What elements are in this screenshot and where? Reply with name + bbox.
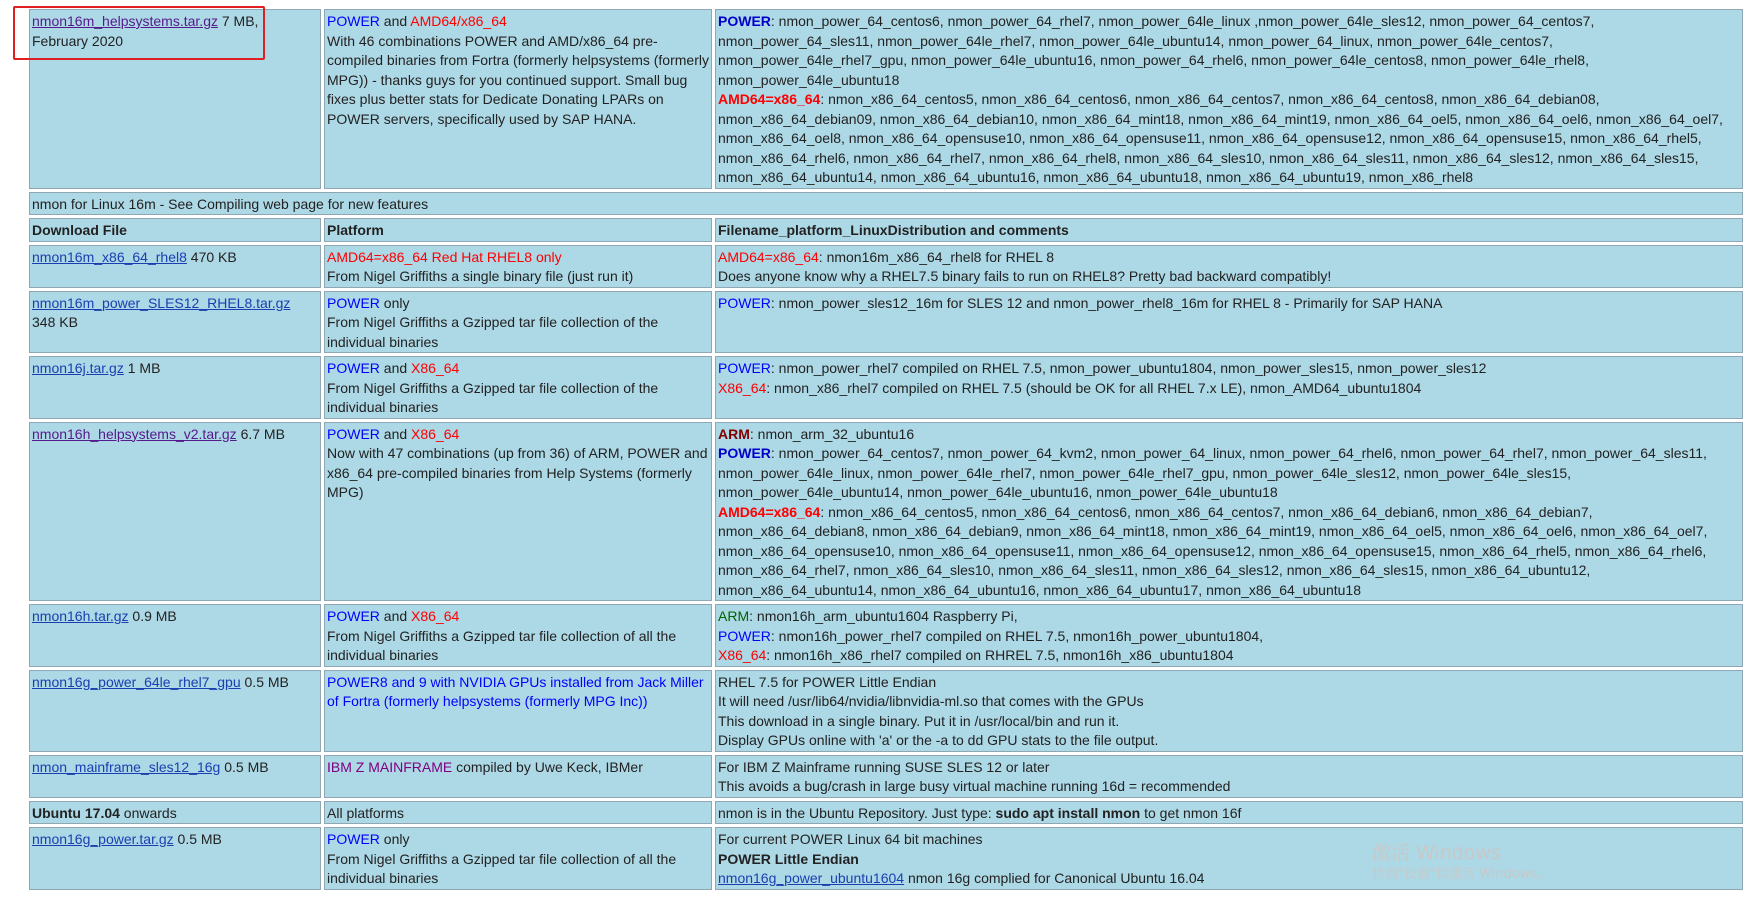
watermark-title: 激活 Windows (1372, 842, 1501, 864)
watermark-subtitle: 转到"设置"以激活 Windows。 (1372, 867, 1551, 882)
download-cell (29, 755, 321, 798)
platform-description: From Nigel Griffiths a Gzipped tar file collection of the individual binaries (327, 379, 659, 415)
platform-power: POWER (327, 360, 380, 376)
comment-line: : nmon_power_sles12_16m for SLES 12 and nmon_power_rhel8_16m for RHEL 8 - Primarily for SAP HANA (770, 294, 1443, 311)
table-row (29, 422, 1743, 602)
power-label: POWER (718, 360, 771, 376)
comments-cell (715, 422, 1743, 602)
platform-description: From Nigel Griffiths a Gzipped tar file collection of the individual binaries (327, 314, 659, 350)
platform-description: With 46 combinations POWER and AMD/x86_64 pre-compiled binaries from Fortra (formerly helpsystems (formerly MPG)) - thanks guys for you continued support. Small bug fixes plus better stats for Dedicate Donating LPARs on POWER servers, specifically used by SAP HANA. (327, 32, 709, 127)
platform-power: POWER (327, 13, 380, 29)
comments-cell (715, 356, 1743, 419)
platform-cell (324, 755, 712, 798)
platform-description: From Nigel Griffiths a Gzipped tar file collection of all the individual binaries (327, 627, 677, 663)
platform-cell (324, 670, 712, 752)
comment-line: : nmon_x86_rhel7 compiled on RHEL 7.5 (should be OK for all RHEL 7.x LE), nmon_AMD64_ubuntu1804 (766, 379, 1422, 396)
table-row (29, 356, 1743, 419)
comment-line: : nmon16h_arm_ubuntu1604 Raspberry Pi, (749, 608, 1018, 624)
download-link-nmon-mainframe-sles12-16g[interactable]: nmon_mainframe_sles12_16g (32, 758, 221, 775)
power-binary-list: : nmon_power_64_centos6, nmon_power_64_rhel7, nmon_power_64le_linux ,nmon_power_64le_sles12, nmon_power_64_centos7, nmon_power_64_sles11, nmon_power_64le_rhel7, nmon_power_64le_ubuntu14, nmon_power_64_linux, nmon_power_64le_centos7, nmon_power_64le_rhel7_gpu, nmon_power_64le_ubuntu16, nmon_power_64_rhel6, nmon_power_64le_centos8, nmon_power_64le_rhel8, nmon_power_64le_ubuntu18 (718, 13, 1595, 88)
power-label: POWER (718, 627, 771, 644)
download-link-nmon16m-power-sles12-rhel8[interactable]: nmon16m_power_SLES12_RHEL8.tar.gz (32, 294, 291, 311)
platform-power: POWER (327, 831, 380, 847)
download-link-nmon16g-power-64le-rhel7-gpu[interactable]: nmon16g_power_64le_rhel7_gpu (32, 673, 241, 690)
x86-label: X86_64 (718, 647, 767, 663)
platform-amd: AMD64/x86_64 (410, 13, 507, 29)
download-cell (29, 291, 321, 354)
platform-description: Now with 47 combinations (up from 36) of ARM, POWER and x86_64 pre-compiled binaries from Help Systems (formerly MPG) (327, 445, 708, 500)
power-label: POWER (718, 294, 771, 311)
platform-cell (324, 245, 712, 288)
platform-power: POWER (327, 425, 380, 442)
platform-cell (324, 422, 712, 602)
download-cell (29, 801, 321, 825)
file-size: 7 MB, (221, 13, 259, 29)
comment-line: Display GPUs online with 'a' or the -a to dd GPU stats to the file output. (718, 732, 1159, 748)
platform-x86: X86_64 (411, 608, 460, 624)
header-comments: Filename_platform_LinuxDistribution and comments (715, 218, 1743, 242)
arm-binary-list: : nmon_arm_32_ubuntu16 (749, 425, 915, 442)
download-cell (29, 604, 321, 667)
comment-line: to get nmon 16f (1144, 804, 1242, 821)
amd-binary-list: : nmon_x86_64_centos5, nmon_x86_64_centos6, nmon_x86_64_centos7, nmon_x86_64_debian6, nmon_x86_64_debian7, nmon_x86_64_debian8, nmon_x86_64_debian9, nmon_x86_64_mint18, nmon_x86_64_mint19, nmon_x86_64_oel5, nmon_x86_64_oel6, nmon_x86_64_oel7, nmon_x86_64_opensuse10, nmon_x86_64_opensuse11, nmon_x86_64_opensuse12, nmon_x86_64_opensuse15, nmon_x86_64_rhel5, nmon_x86_64_rhel6, nmon_x86_64_rhel7, nmon_x86_64_sles10, nmon_x86_64_sles11, nmon_x86_64_sles12, nmon_x86_64_sles15, nmon_x86_64_ubuntu12, nmon_x86_64_ubuntu14, nmon_x86_64_ubuntu16, nmon_x86_64_ubuntu17, nmon_x86_64_ubuntu18 (718, 503, 1708, 598)
header-platform: Platform (324, 218, 712, 242)
platform-x86: X86_64 (411, 425, 460, 442)
x86-label: X86_64 (718, 379, 767, 396)
platform-ibm-z: IBM Z MAINFRAME (327, 758, 453, 775)
comment-line: RHEL 7.5 for POWER Little Endian (718, 673, 937, 690)
amd-label: AMD64=x86_64 (718, 91, 821, 107)
power-label: POWER (718, 445, 771, 461)
comment-line: It will need /usr/lib64/nvidia/libnvidia-ml.so that comes with the GPUs (718, 693, 1144, 709)
platform-and: and (383, 360, 408, 376)
download-table-container (26, 6, 1746, 893)
file-date: February 2020 (32, 32, 124, 49)
download-link-nmon16j[interactable]: nmon16j.tar.gz (32, 360, 124, 376)
header-download-file: Download File (29, 218, 321, 242)
file-size: 0.5 MB (244, 673, 289, 690)
platform-x86: X86_64 (411, 360, 460, 376)
arm-label: ARM (718, 608, 750, 624)
header-row (29, 218, 1743, 242)
comments-cell (715, 291, 1743, 354)
platform-only: only (383, 831, 410, 847)
platform-cell (324, 827, 712, 890)
comment-line: nmon 16g complied for Canonical Ubuntu 16.04 (907, 870, 1205, 886)
comment-line: This avoids a bug/crash in large busy virtual machine running 16d = recommended (718, 778, 1231, 794)
platform-description: POWER8 and 9 with NVIDIA GPUs installed from Jack Miller of Fortra (formerly helpsystems (formerly MPG Inc)) (327, 673, 704, 709)
platform-amd: AMD64=x86_64 Red Hat RHEL8 only (327, 248, 562, 265)
table-row (29, 670, 1743, 752)
platform-cell (324, 604, 712, 667)
comments-cell (715, 9, 1743, 189)
apt-command: sudo apt install nmon (995, 804, 1141, 821)
comment-line: : nmon16h_power_rhel7 compiled on RHEL 7.5, nmon16h_power_ubuntu1804, (770, 627, 1264, 644)
comments-cell (715, 827, 1743, 890)
platform-power: POWER (327, 608, 380, 624)
section-title: nmon for Linux 16m - See Compiling web page for new features (29, 192, 1743, 216)
comment-line: For current POWER Linux 64 bit machines (718, 831, 983, 847)
power-label: POWER (718, 13, 771, 29)
download-cell (29, 422, 321, 602)
download-link-nmon16g-power[interactable]: nmon16g_power.tar.gz (32, 831, 174, 847)
platform-and: and (383, 608, 408, 624)
table-row (29, 9, 1743, 189)
file-size: 0.5 MB (177, 831, 222, 847)
arm-label: ARM (718, 425, 750, 442)
comments-cell (715, 801, 1743, 825)
download-cell (29, 9, 321, 189)
table-row (29, 291, 1743, 354)
power-binary-list: : nmon_power_64_centos7, nmon_power_64_kvm2, nmon_power_64_linux, nmon_power_64_rhel6, nmon_power_64_rhel7, nmon_power_64_sles11, nmon_power_64le_linux, nmon_power_64le_rhel7, nmon_power_64le_rhel7_gpu, nmon_power_64le_sles12, nmon_power_64le_sles15, nmon_power_64le_ubuntu14, nmon_power_64le_ubuntu16, nmon_power_64le_ubuntu18 (718, 445, 1707, 500)
platform-description: From Nigel Griffiths a single binary file (just run it) (327, 268, 634, 284)
ubuntu-onwards: onwards (123, 804, 177, 821)
comment-line: Does anyone know why a RHEL7.5 binary fails to run on RHEL8? Pretty bad backward compatibly! (718, 268, 1332, 284)
platform-cell (324, 801, 712, 825)
platform-cell (324, 356, 712, 419)
comment-line: : nmon_power_rhel7 compiled on RHEL 7.5, nmon_power_ubuntu1804, nmon_power_sles15, nmon_power_sles12 (770, 360, 1487, 376)
download-table (26, 6, 1746, 893)
platform-cell (324, 9, 712, 189)
download-link-nmon16g-power-ubuntu1604[interactable]: nmon16g_power_ubuntu1604 (718, 870, 905, 886)
platform-power: POWER (327, 294, 380, 311)
download-link-nmon16h[interactable]: nmon16h.tar.gz (32, 608, 129, 624)
amd-binary-list: : nmon_x86_64_centos5, nmon_x86_64_centos6, nmon_x86_64_centos7, nmon_x86_64_centos8, nmon_x86_64_debian08, nmon_x86_64_debian09, nmon_x86_64_debian10, nmon_x86_64_mint18, nmon_x86_64_mint19, nmon_x86_64_oel5, nmon_x86_64_oel6, nmon_x86_64_oel7, nmon_x86_64_oel8, nmon_x86_64_opensuse10, nmon_x86_64_opensuse11, nmon_x86_64_opensuse12, nmon_x86_64_opensuse15, nmon_x86_64_rhel5, nmon_x86_64_rhel6, nmon_x86_64_rhel7, nmon_x86_64_rhel8, nmon_x86_64_sles10, nmon_x86_64_sles11, nmon_x86_64_sles12, nmon_x86_64_sles15, nmon_x86_64_ubuntu14, nmon_x86_64_ubuntu16, nmon_x86_64_ubuntu18, nmon_x86_64_ubuntu19, nmon_x86_rhel8 (718, 91, 1723, 185)
file-size: 0.5 MB (224, 758, 269, 775)
file-size: 470 KB (190, 248, 237, 265)
comments-cell (715, 670, 1743, 752)
download-cell (29, 356, 321, 419)
table-row (29, 604, 1743, 667)
table-row (29, 755, 1743, 798)
platform-description: All platforms (327, 804, 405, 821)
comments-cell (715, 245, 1743, 288)
platform-and: and (383, 425, 408, 442)
comments-cell (715, 604, 1743, 667)
comment-line: : nmon16h_x86_rhel7 compiled on RHREL 7.5, nmon16h_x86_ubuntu1804 (766, 647, 1234, 663)
file-size: 1 MB (127, 360, 161, 376)
table-row (29, 801, 1743, 825)
comment-line: : nmon16m_x86_64_rhel8 for RHEL 8 (818, 248, 1055, 265)
file-size: 348 KB (32, 314, 78, 330)
amd-label: AMD64=x86_64 (718, 248, 819, 265)
amd-label: AMD64=x86_64 (718, 503, 821, 520)
comment-line: nmon is in the Ubuntu Repository. Just type: (718, 804, 992, 821)
platform-and: and (383, 13, 408, 29)
download-cell (29, 670, 321, 752)
platform-compiler: compiled by Uwe Keck, IBMer (456, 758, 643, 775)
download-link-nmon16m-x86-64-rhel8[interactable]: nmon16m_x86_64_rhel8 (32, 248, 187, 265)
platform-description: From Nigel Griffiths a Gzipped tar file collection of all the individual binaries (327, 850, 677, 886)
section-row (29, 192, 1743, 216)
table-row (29, 245, 1743, 288)
comment-bold: POWER Little Endian (718, 850, 859, 867)
ubuntu-version: Ubuntu 17.04 (32, 804, 120, 821)
table-row (29, 827, 1743, 890)
file-size: 6.7 MB (240, 425, 285, 442)
platform-only: only (383, 294, 410, 311)
download-cell (29, 827, 321, 890)
comments-cell (715, 755, 1743, 798)
download-link-nmon16h-helpsystems-v2[interactable]: nmon16h_helpsystems_v2.tar.gz (32, 425, 237, 442)
download-cell (29, 245, 321, 288)
comment-line: This download in a single binary. Put it in /usr/local/bin and run it. (718, 712, 1120, 729)
download-link-nmon16m-helpsystems[interactable]: nmon16m_helpsystems.tar.gz (32, 13, 218, 29)
file-size: 0.9 MB (132, 608, 177, 624)
platform-cell (324, 291, 712, 354)
comment-line: For IBM Z Mainframe running SUSE SLES 12 or later (718, 758, 1050, 775)
